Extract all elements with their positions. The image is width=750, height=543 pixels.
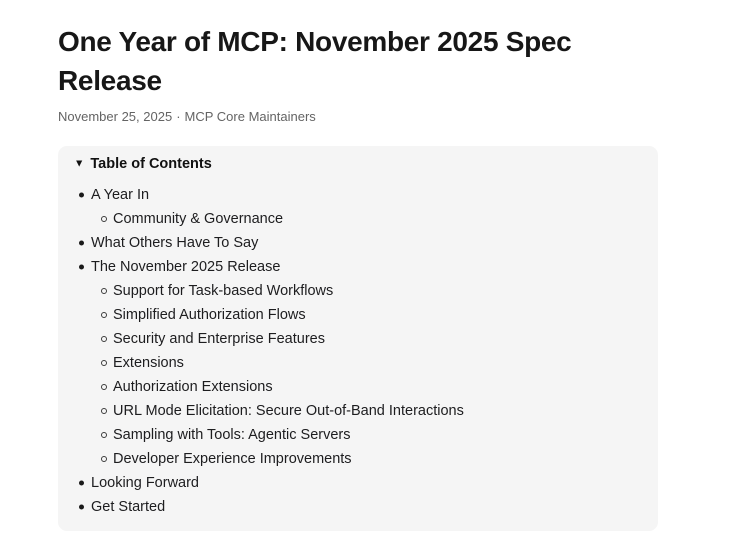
toc-item[interactable]	[74, 351, 642, 375]
toc-item[interactable]	[74, 423, 642, 447]
toc-item-label: Support for Task-based Workflows	[113, 282, 334, 299]
toc-item[interactable]	[74, 279, 642, 303]
toc-item[interactable]	[74, 207, 642, 231]
publish-date: November 25, 2025	[58, 109, 173, 124]
toc-toggle[interactable]	[74, 155, 642, 174]
toc-item-label: Community & Governance	[113, 210, 284, 227]
toc-item-label: Simplified Authorization Flows	[113, 306, 306, 323]
toc-item[interactable]	[74, 303, 642, 327]
toc-item[interactable]	[74, 375, 642, 399]
toc-item-label: A Year In	[91, 186, 150, 203]
toc-header-label: Table of Contents	[90, 156, 212, 172]
toc-item[interactable]	[74, 447, 642, 471]
toc-item-label: The November 2025 Release	[91, 258, 281, 275]
toc-item[interactable]	[74, 183, 642, 207]
toc-item[interactable]	[74, 255, 642, 279]
toc-item[interactable]	[74, 327, 642, 351]
toc-item[interactable]	[74, 399, 642, 423]
chevron-down-icon: ▼	[74, 157, 85, 170]
toc-item-label: Security and Enterprise Features	[113, 330, 325, 347]
author: MCP Core Maintainers	[184, 109, 316, 124]
toc-list	[74, 183, 642, 519]
byline	[58, 109, 660, 125]
toc-item[interactable]	[74, 231, 642, 255]
toc-item-label: Sampling with Tools: Agentic Servers	[113, 426, 351, 443]
toc-item[interactable]	[74, 471, 642, 495]
toc-item[interactable]	[74, 495, 642, 519]
byline-separator: ·	[176, 109, 181, 124]
toc-item-label: Extensions	[113, 354, 184, 371]
toc-item-label: Looking Forward	[91, 474, 199, 491]
toc-item-label: Developer Experience Improvements	[113, 450, 352, 467]
toc-item-label: URL Mode Elicitation: Secure Out-of-Band Interactions	[113, 402, 464, 419]
toc-item-label: What Others Have To Say	[91, 234, 259, 251]
page-title: One Year of MCP: November 2025 Spec Release	[58, 26, 572, 96]
toc-item-label: Authorization Extensions	[113, 378, 273, 395]
table-of-contents	[58, 146, 658, 531]
toc-item-label: Get Started	[91, 498, 166, 515]
